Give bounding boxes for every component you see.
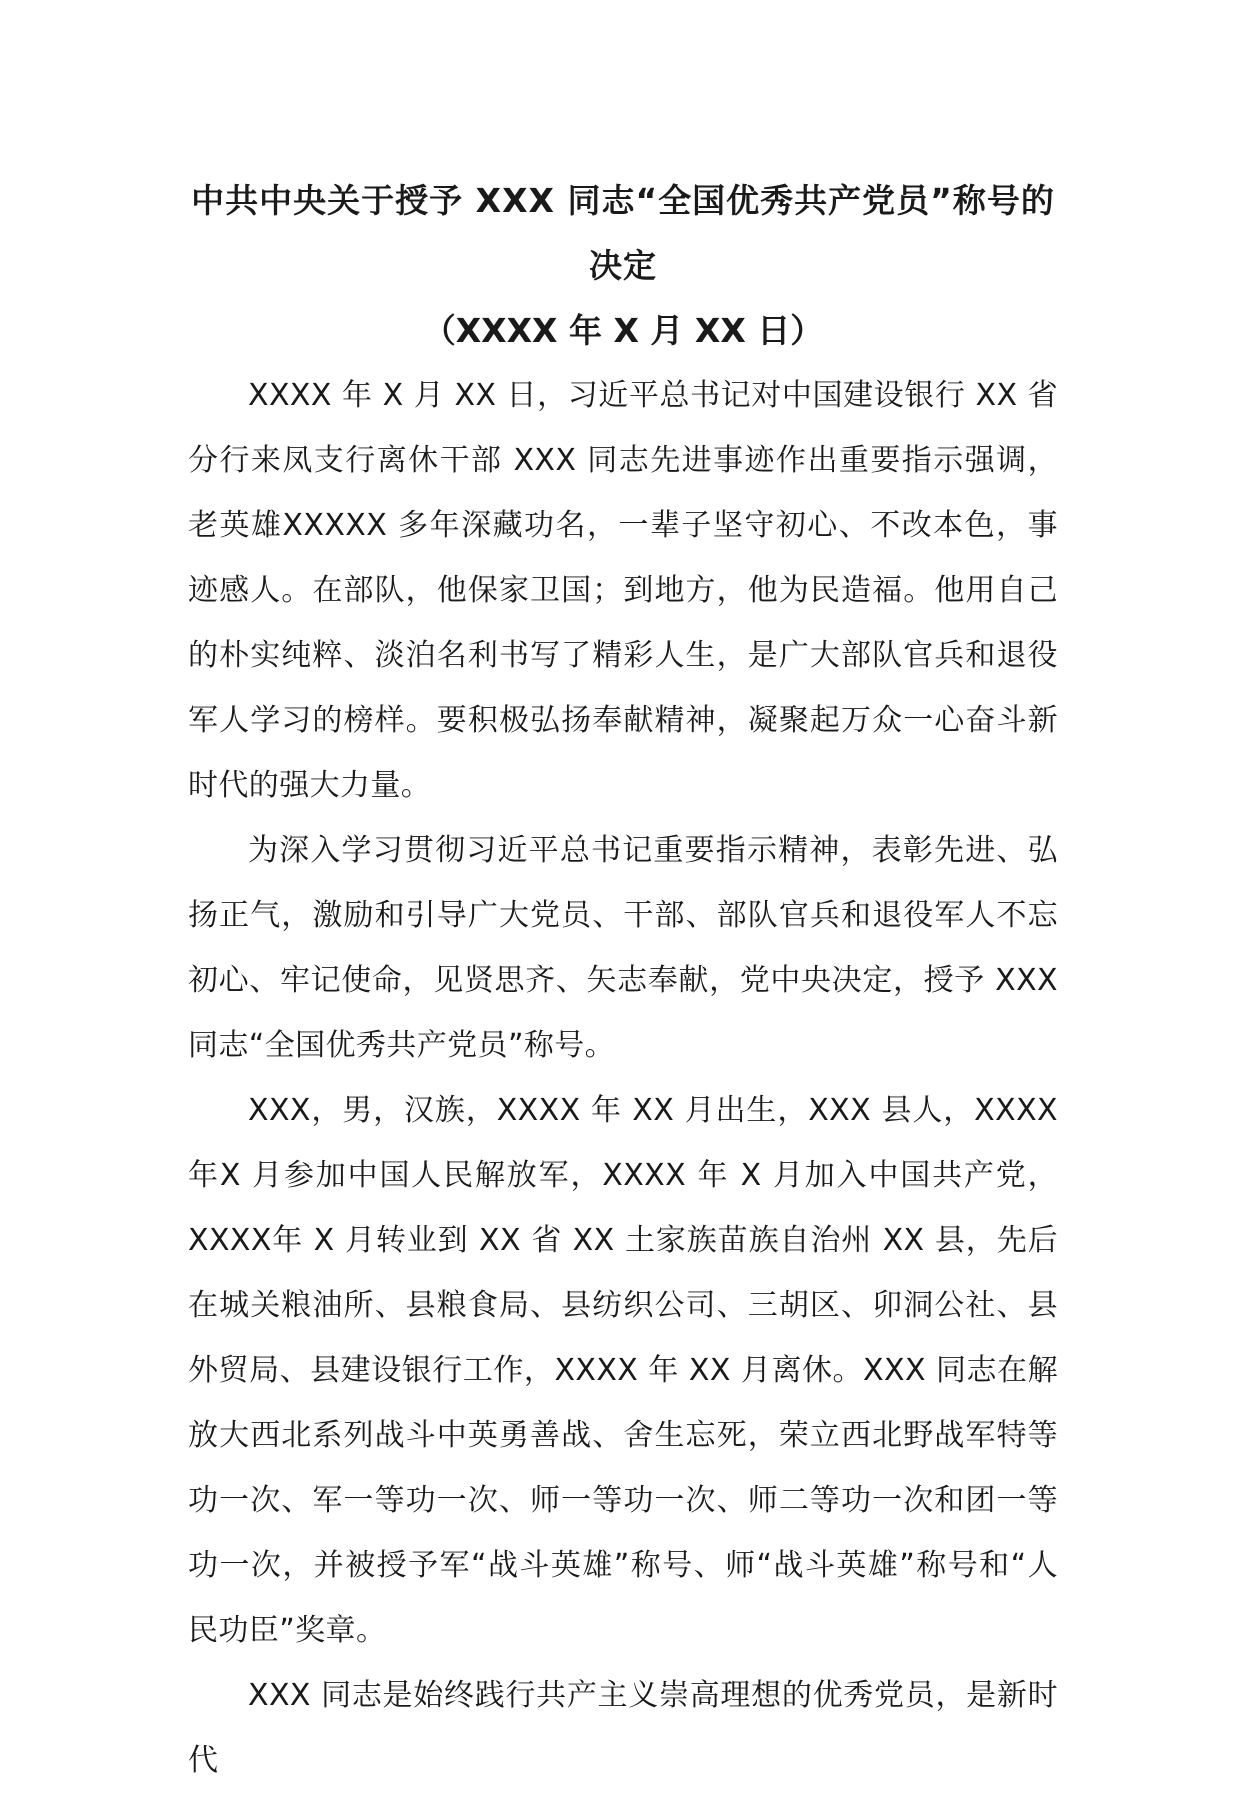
- paragraph-1: XXXX 年 X 月 XX 日，习近平总书记对中国建设银行 XX 省分行来凤支行离休干部 XXX 同志先进事迹作出重要指示强调，老英雄XXXXX 多年深藏功名，一辈子坚守初心、不改本色，事迹感人。在部队，他保家卫国；到地方，他为民造福。他用自己的朴实纯粹、淡泊名利书写了精彩人生，是广大部队官兵和退役军人学习的榜样。要积极弘扬奉献精神，凝聚起万众一心奋斗新时代的强大力量。: [188, 378, 1058, 803]
- document-title: 中共中央关于授予 XXX 同志“全国优秀共产党员”称号的决定: [191, 181, 1055, 285]
- paragraph-3: XXX，男，汉族，XXXX 年 XX 月出生，XXX 县人，XXXX 年X 月参加中国人民解放军，XXXX 年 X 月加入中国共产党，XXXX年 X 月转业到 XX 省 XX 土家族苗族自治州 XX 县，先后在城关粮油所、县粮食局、县纺织公司、三胡区、卯洞公社、县外贸局、县建设银行工作，XXXX 年 XX 月离休。XXX 同志在解放大西北系列战斗中英勇善战、舍生忘死，荣立西北野战军特等功一次、军一等功一次、师一等功一次、师二等功一次和团一等功一次，并被授予军“战斗英雄”称号、师“战斗英雄”称号和“人民功臣”奖章。: [188, 1093, 1058, 1648]
- paragraph-2: 为深入学习贯彻习近平总书记重要指示精神，表彰先进、弘扬正气，激励和引导广大党员、干部、部队官兵和退役军人不忘初心、牢记使命，见贤思齐、矢志奉献，党中央决定，授予 XXX 同志“全国优秀共产党员”称号。: [188, 833, 1058, 1063]
- document-page: [188, 168, 1058, 1793]
- paragraph-4: XXX 同志是始终践行共产主义崇高理想的优秀党员，是新时代: [188, 1678, 1058, 1778]
- document-date: （XXXX 年 X 月 XX 日）: [422, 311, 824, 350]
